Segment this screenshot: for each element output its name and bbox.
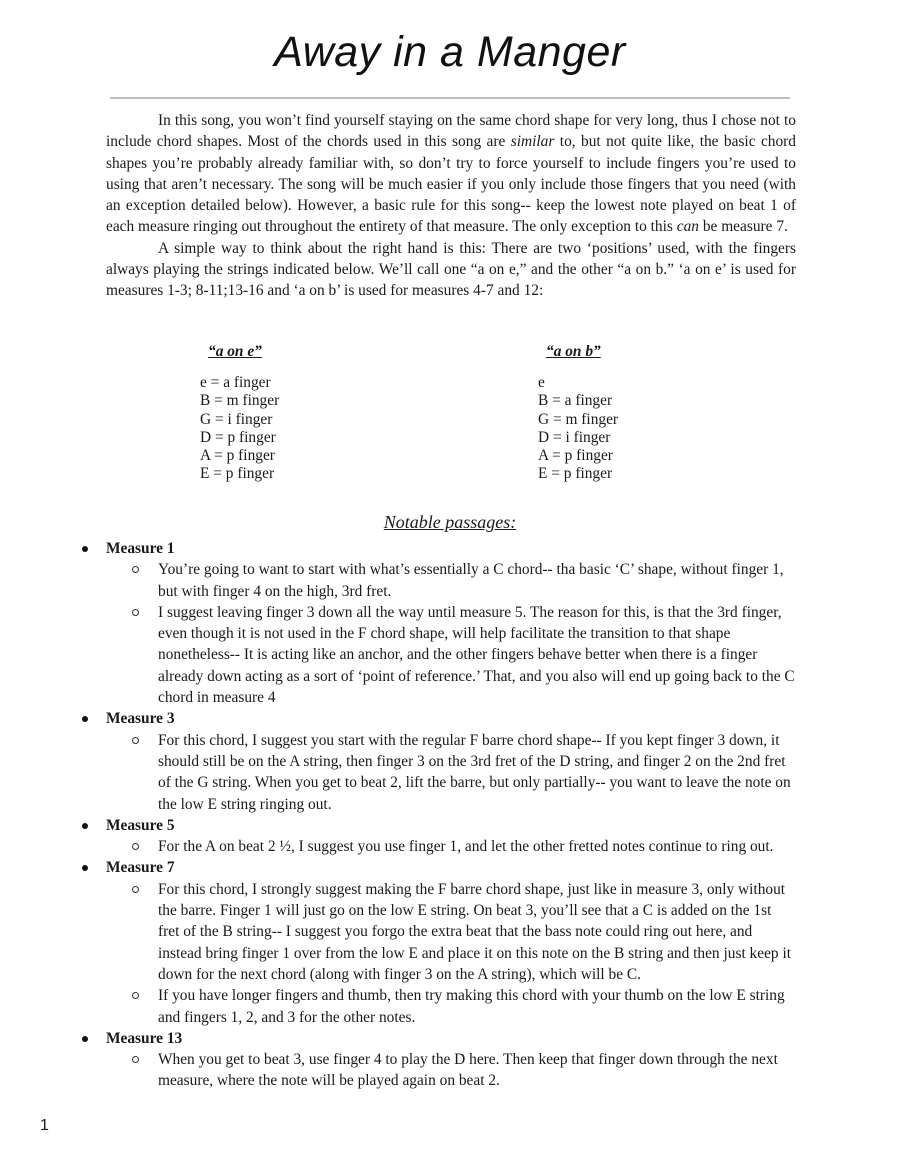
sub-bullet-icon xyxy=(132,609,139,616)
intro-paragraph-1: In this song, you won’t find yourself staying on the same chord shape for very long, thus I chose not to include chord shapes. Most of the chords used in this song are similar to, but not quite like, the basic chord shapes you’re probably already familiar with, so don’t try to force yourself to include fingers you’re used to using that aren’t necessary. The song will be much easier if you only include those fingers that you need (with an exception detailed below). However, a basic rule for this song-- keep the lowest note played on beat 1 of each measure ringing out throughout the entirety of that measure. The only exception to this can be measure 7. xyxy=(106,112,796,236)
position-heading: “a on e” xyxy=(208,343,262,360)
page-number: 1 xyxy=(40,1117,49,1134)
sub-bullet-icon xyxy=(132,992,139,999)
title-divider xyxy=(110,97,790,99)
measure-heading: Measure 7 xyxy=(76,857,796,878)
measure-item xyxy=(76,538,796,708)
measure-tip: For this chord, I suggest you start with the regular F barre chord shape-- If you kept finger 3 down, it should still be on the A string, then finger 3 on the 3rd fret of the D string, and finger 2 on the 2nd fret of the G string. When you get to beat 2, lift the barre, but only partially-- you want to leave the note on the low E string ringing out. xyxy=(76,730,796,815)
position-line: A = p finger xyxy=(200,447,275,465)
position-line: E = p finger xyxy=(200,465,275,483)
position-line: e xyxy=(538,374,545,392)
sub-bullet-icon xyxy=(132,566,139,573)
position-heading: “a on b” xyxy=(546,343,601,360)
measure-tip: For this chord, I strongly suggest making the F barre chord shape, just like in measure 3, only without the barre. Finger 1 will just go on the low E string. On beat 3, you’ll see that a C is added on the 1st fret of the B string-- I suggest you forgo the extra beat that the bass note could ring out here, and instead bring finger 1 over from the low E and place it on this note on the B string and then just keep it down for the next chord (along with finger 3 on the A string), which will be C. xyxy=(76,879,796,985)
sub-bullet-icon xyxy=(132,1056,139,1063)
bullet-icon xyxy=(82,865,88,871)
position-line: G = m finger xyxy=(538,410,619,428)
sub-bullet-icon xyxy=(132,886,139,893)
position-line: e = a finger xyxy=(200,374,271,392)
bullet-icon xyxy=(82,546,88,552)
sub-bullet-icon xyxy=(132,737,139,744)
measure-heading: Measure 3 xyxy=(76,708,796,729)
position-line: A = p finger xyxy=(538,447,613,465)
position-line: D = i finger xyxy=(538,428,611,446)
position-a-on-b xyxy=(538,343,618,483)
position-line: E = p finger xyxy=(538,465,613,483)
measure-tip: You’re going to want to start with what’s essentially a C chord-- tha basic ‘C’ shape, without finger 1, but with finger 4 on the high, 3rd fret. xyxy=(76,559,796,602)
measure-item xyxy=(76,857,796,1027)
measure-tip: If you have longer fingers and thumb, then try making this chord with your thumb on the low E string and fingers 1, 2, and 3 for the other notes. xyxy=(76,985,796,1028)
bullet-icon xyxy=(82,1036,88,1042)
position-line: B = a finger xyxy=(538,392,613,410)
intro-text xyxy=(106,110,796,302)
measure-tip: When you get to beat 3, use finger 4 to play the D here. Then keep that finger down through the next measure, where the note will be played again on beat 2. xyxy=(76,1049,796,1092)
notable-passages-list xyxy=(76,538,796,1092)
position-line: D = p finger xyxy=(200,428,276,446)
measure-heading: Measure 1 xyxy=(76,538,796,559)
measure-item xyxy=(76,1028,796,1092)
measure-heading: Measure 5 xyxy=(76,815,796,836)
measure-tip: I suggest leaving finger 3 down all the way until measure 5. The reason for this, is that the 3rd finger, even though it is not used in the F chord shape, will help facilitate the transition to that shape nonetheless-- It is acting like an anchor, and the other fingers behave better when there is a finger already down acting as a sort of ‘point of reference.’ That, and you also will end up going back to the C chord in measure 4 xyxy=(76,602,796,708)
bullet-icon xyxy=(82,716,88,722)
page-title: Away in a Manger xyxy=(274,28,626,76)
measure-item xyxy=(76,815,796,858)
bullet-icon xyxy=(82,823,88,829)
measure-tip: For the A on beat 2 ½, I suggest you use finger 1, and let the other fretted notes continue to ring out. xyxy=(76,836,796,857)
section-heading: Notable passages: xyxy=(383,512,517,532)
measure-heading: Measure 13 xyxy=(76,1028,796,1049)
measure-item xyxy=(76,708,796,814)
position-a-on-e xyxy=(200,343,279,483)
intro-paragraph-2: A simple way to think about the right hand is this: There are two ‘positions’ used, with the fingers always playing the strings indicated below. We’ll call one “a on e,” and the other “a on b.” ‘a on e’ is used for measures 1-3; 8-11;13-16 and ‘a on b’ is used for measures 4-7 and 12: xyxy=(106,239,796,300)
position-line: B = m finger xyxy=(200,392,280,410)
sub-bullet-icon xyxy=(132,843,139,850)
position-line: G = i finger xyxy=(200,410,273,428)
